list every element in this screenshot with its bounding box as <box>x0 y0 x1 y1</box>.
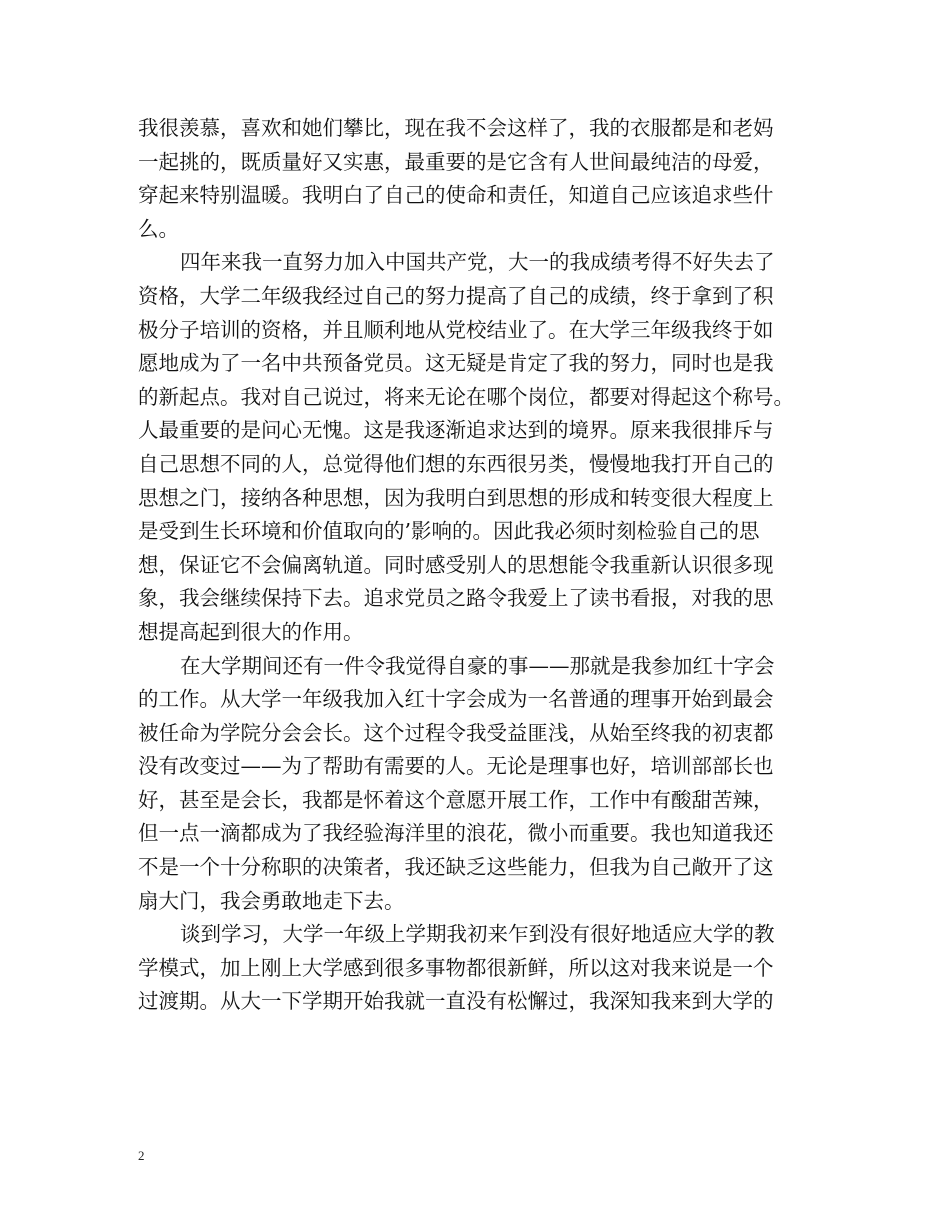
text-line: 在大学期间还有一件令我觉得自豪的事——那就是我参加红十字会 <box>180 653 775 678</box>
text-line: 资格，大学二年级我经过自己的努力提高了自己的成绩，终于拿到了积 <box>138 283 774 308</box>
text-line: 思想之门，接纳各种思想，因为我明白到思想的形成和转变很大程度上 <box>138 485 774 510</box>
text-line: 不是一个十分称职的决策者，我还缺乏这些能力，但我为自己敞开了这 <box>138 855 774 880</box>
text-line: 想，保证它不会偏离轨道。同时感受别人的思想能令我重新认识很多现 <box>138 552 774 577</box>
text-line: 是受到生长环境和价值取向的’影响的。因此我必须时刻检验自己的思 <box>138 519 760 544</box>
body-text <box>138 112 828 1019</box>
text-line: 扇大门，我会勇敢地走下去。 <box>138 888 405 913</box>
text-line: 愿地成为了一名中共预备党员。这无疑是肯定了我的努力，同时也是我 <box>138 351 774 376</box>
text-line: 过渡期。从大一下学期开始我就一直没有松懈过，我深知我来到大学的 <box>138 989 774 1014</box>
text-line: 的工作。从大学一年级我加入红十字会成为一名普通的理事开始到最会 <box>138 687 774 712</box>
text-line: 象，我会继续保持下去。追求党员之路令我爱上了读书看报，对我的思 <box>138 586 774 611</box>
text-line: 被任命为学院分会会长。这个过程令我受益匪浅，从始至终我的初衷都 <box>138 720 774 745</box>
text-line: 我很羡慕，喜欢和她们攀比，现在我不会这样了，我的衣服都是和老妈 <box>138 116 774 140</box>
text-line: 好，甚至是会长，我都是怀着这个意愿开展工作，工作中有酸甜苦辣， <box>138 787 774 812</box>
text-line: 四年来我一直努力加入中国共产党，大一的我成绩考得不好失去了 <box>180 250 775 275</box>
text-line: 但一点一滴都成为了我经验海洋里的浪花，微小而重要。我也知道我还 <box>138 821 774 846</box>
text-line: 么。 <box>138 216 179 241</box>
text-line: 自己思想不同的人，总觉得他们想的东西很另类，慢慢地我打开自己的 <box>138 451 774 476</box>
text-line: 一起挑的，既质量好又实惠，最重要的是它含有人世间最纯洁的母爱， <box>138 149 774 174</box>
page-number: 2 <box>138 1148 145 1163</box>
text-line: 人最重要的是问心无愧。这是我逐渐追求达到的境界。原来我很排斥与 <box>138 418 774 443</box>
text-line: 的新起点。我对自己说过，将来无论在哪个岗位，都要对得起这个称号。 <box>138 384 794 409</box>
text-line: 想提高起到很大的作用。 <box>138 619 364 644</box>
text-line: 学模式，加上刚上大学感到很多事物都很新鲜，所以这对我来说是一个 <box>138 955 774 980</box>
text-line: 极分子培训的资格，并且顺利地从党校结业了。在大学三年级我终于如 <box>138 317 774 342</box>
text-line: 谈到学习，大学一年级上学期我初来乍到没有很好地适应大学的教 <box>180 922 775 947</box>
text-line: 穿起来特别温暖。我明白了自己的使命和责任，知道自己应该追求些什 <box>138 183 774 208</box>
text-line: 没有改变过——为了帮助有需要的人。无论是理事也好，培训部部长也 <box>138 754 774 779</box>
